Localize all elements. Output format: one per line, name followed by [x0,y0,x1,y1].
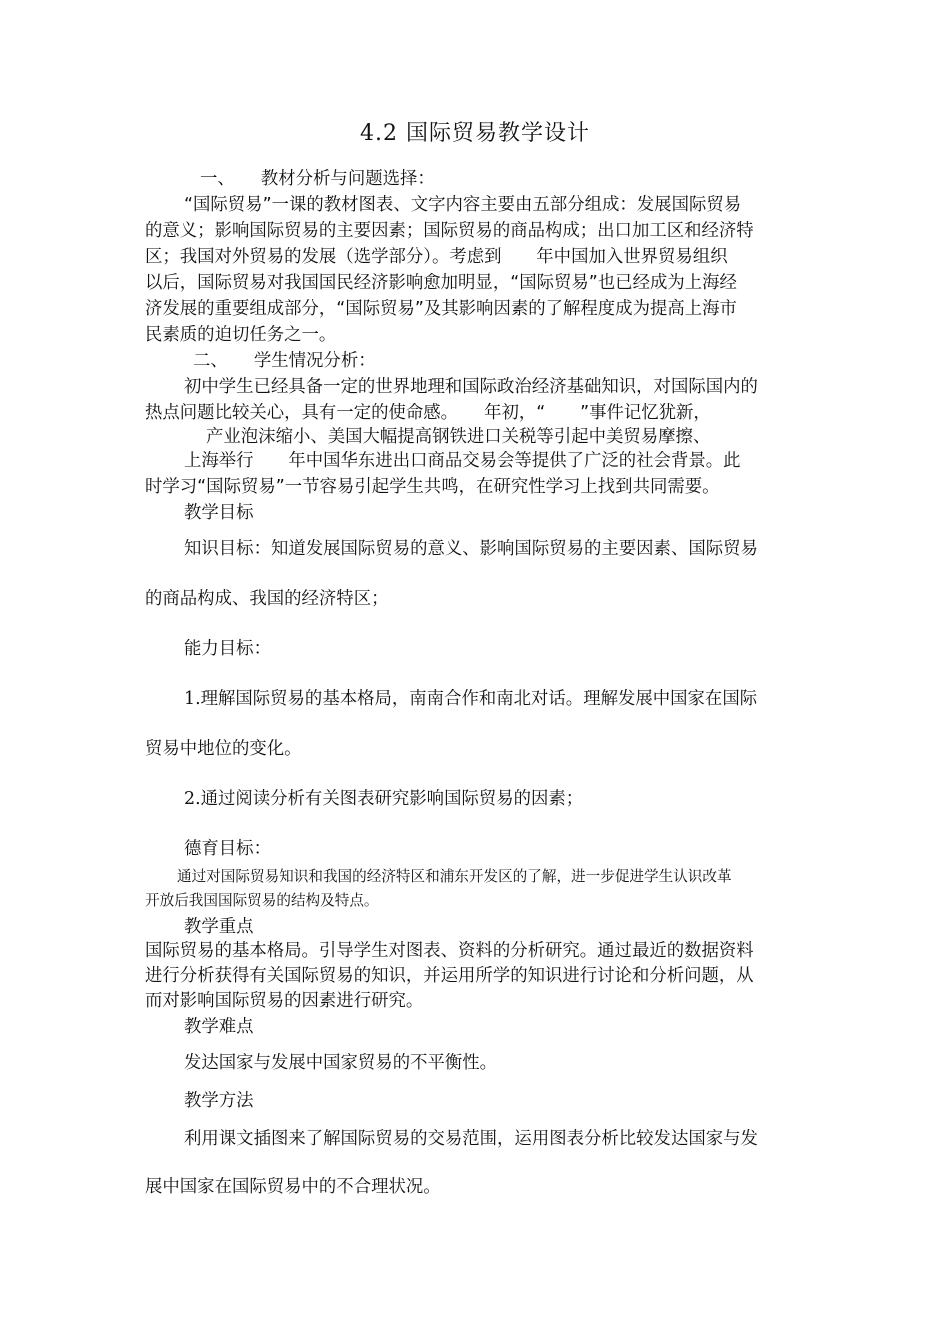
ability-goal-line: 2.通过阅读分析有关图表研究影响国际贸易的因素； [184,789,584,809]
key-points-line: 而对影响国际贸易的因素进行研究。 [145,991,424,1011]
ability-goal-line: 贸易中地位的变化。 [145,739,302,759]
paragraph-line: 区；我国对外贸易的发展（选学部分）。考虑到 年中国加入世界贸易组织 [145,247,728,267]
paragraph-line: “国际贸易”一课的教材图表、文字内容主要由五部分组成：发展国际贸易 [184,195,742,215]
heading-teaching-goals: 教学目标 [184,503,254,523]
key-points-line: 进行分析获得有关国际贸易的知识，并运用所学的知识进行讨论和分析问题，从 [145,966,754,986]
document-title: 4.2 国际贸易教学设计 [360,121,590,146]
methods-line: 利用课文插图来了解国际贸易的交易范围，运用图表分析比较发达国家与发 [184,1129,758,1149]
section-heading-1: 一、 教材分析与问题选择： [200,169,435,189]
ability-goal-line: 1.理解国际贸易的基本格局，南南合作和南北对话。理解发展中国家在国际 [184,689,758,709]
paragraph-line: 的意义；影响国际贸易的主要因素；国际贸易的商品构成；出口加工区和经济特 [145,221,754,241]
methods-line: 展中国家在国际贸易中的不合理状况。 [145,1177,441,1197]
paragraph-line: 初中学生已经具备一定的世界地理和国际政治经济基础知识，对国际国内的 [184,377,758,397]
paragraph-line: 上海举行 年中国华东进出口商品交易会等提供了广泛的社会背景。此 [184,451,741,471]
section-heading-2: 二、 学生情况分析： [193,351,376,371]
paragraph-line: 产业泡沫缩小、美国大幅提高钢铁进口关税等引起中美贸易摩擦、 [206,427,711,447]
knowledge-goal-line: 知识目标：知道发展国际贸易的意义、影响国际贸易的主要因素、国际贸易 [184,539,758,559]
moral-goal-line: 通过对国际贸易知识和我国的经济特区和浦东开发区的了解，进一步促进学生认识改革 [177,868,732,885]
heading-methods: 教学方法 [184,1091,254,1111]
key-points-line: 国际贸易的基本格局。引导学生对图表、资料的分析研究。通过最近的数据资料 [145,941,754,961]
moral-goal-line: 开放后我国国际贸易的结构及特点。 [145,892,379,909]
ability-goal-heading: 能力目标： [184,639,271,659]
knowledge-goal-line: 的商品构成、我国的经济特区； [145,589,389,609]
heading-key-points: 教学重点 [184,917,254,937]
paragraph-line: 热点问题比较关心，具有一定的使命感。 年初，“ ”事件记忆犹新， [145,403,711,423]
heading-difficulties: 教学难点 [184,1017,254,1037]
moral-goal-heading: 德育目标： [184,839,271,859]
difficulties-line: 发达国家与发展中国家贸易的不平衡性。 [184,1053,498,1073]
paragraph-line: 以后，国际贸易对我国国民经济影响愈加明显，“国际贸易”也已经成为上海经 [145,273,737,293]
paragraph-line: 济发展的重要组成部分，“国际贸易”及其影响因素的了解程度成为提高上海市 [145,299,737,319]
paragraph-line: 民素质的迫切任务之一。 [145,325,337,345]
paragraph-line: 时学习“国际贸易”一节容易引起学生共鸣，在研究性学习上找到共同需要。 [145,477,720,497]
